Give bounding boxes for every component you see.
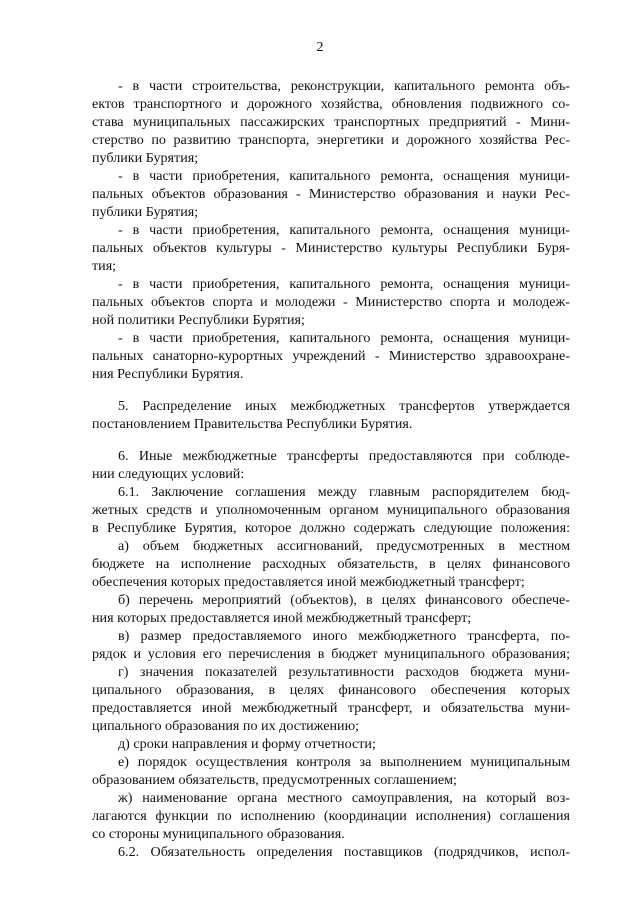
text-line: - в части строительства, реконструкции, капитального ремонта объ- [118, 78, 570, 94]
text-line: - в части приобретения, капитального ремонта, оснащения муници- [118, 222, 570, 238]
text-line: обеспечения которых предоставляется иной межбюджетный трансферт; [92, 574, 525, 590]
text-line: ния которых предоставляется иной межбюджетный трансферт; [92, 610, 472, 626]
text-line: стерство по развитию транспорта, энергетики и дорожного хозяйства Рес- [92, 132, 570, 148]
text-line: образованием обязательств, предусмотренных соглашением; [92, 772, 457, 788]
text-line: пальных объектов образования - Министерство образования и науки Рес- [92, 186, 570, 202]
text-line: публики Бурятия; [92, 204, 199, 220]
text-line: ж) наименование органа местного самоуправления, на который воз- [118, 790, 570, 806]
text-line: публики Бурятия; [92, 150, 199, 166]
text-line: д) сроки направления и форму отчетности; [118, 736, 376, 752]
text-line: пальных объектов культуры - Министерство культуры Республики Буря- [92, 240, 570, 256]
text-line: 6. Иные межбюджетные трансферты предоставляются при соблюде- [118, 448, 570, 464]
text-line: е) порядок осуществления контроля за выполнением муниципальным [118, 754, 570, 770]
text-line: в Республике Бурятия, которое должно содержать следующие положения: [92, 520, 570, 536]
text-line: лагаются функции по исполнению (координации исполнения) соглашения [92, 808, 570, 824]
text-line: - в части приобретения, капитального ремонта, оснащения муници- [118, 276, 570, 292]
text-line: 6.1. Заключение соглашения между главным распорядителем бюд- [118, 484, 570, 500]
text-line: 6.2. Обязательность определения поставщиков (подрядчиков, испол- [118, 844, 570, 860]
page-number: 2 [316, 40, 324, 55]
text-line: ципального образования, в целях финансового обеспечения которых [92, 682, 570, 698]
text-line: б) перечень мероприятий (объектов), в целях финансового обеспече- [118, 592, 570, 608]
text-line: в) размер предоставляемого иного межбюджетного трансферта, по- [118, 628, 570, 644]
text-line: - в части приобретения, капитального ремонта, оснащения муници- [118, 168, 570, 184]
text-line: става муниципальных пассажирских транспортных предприятий - Мини- [92, 114, 570, 130]
text-line: бюджете на исполнение расходных обязательств, в целях финансового [92, 556, 570, 572]
text-line: пальных санаторно-курортных учреждений - Министерство здравоохране- [92, 348, 570, 364]
text-line: ципального образования по их достижению; [92, 718, 360, 734]
text-line: ной политики Республики Бурятия; [92, 312, 305, 328]
text-line: г) значения показателей результативности расходов бюджета муни- [118, 664, 570, 680]
text-line: - в части приобретения, капитального ремонта, оснащения муници- [118, 330, 570, 346]
text-line: нии следующих условий: [92, 466, 245, 482]
text-line: со стороны муниципального образования. [92, 826, 345, 842]
text-line: тия; [92, 258, 117, 274]
text-line: ектов транспортного и дорожного хозяйства, обновления подвижного со- [92, 96, 570, 112]
text-line: ния Республики Бурятия. [92, 366, 244, 382]
text-line: рядок и условия его перечисления в бюджет муниципального образования; [92, 646, 570, 662]
text-line: а) объем бюджетных ассигнований, предусмотренных в местном [118, 538, 570, 554]
text-line: жетных средств и уполномоченным органом муниципального образования [92, 502, 570, 518]
text-line: предоставляется иной межбюджетный трансферт, и обязательства муни- [92, 700, 570, 716]
text-line: постановлением Правительства Республики Бурятия. [92, 416, 413, 432]
text-line: пальных объектов спорта и молодежи - Министерство спорта и молодеж- [92, 294, 570, 310]
text-line: 5. Распределение иных межбюджетных трансфертов утверждается [118, 398, 570, 414]
